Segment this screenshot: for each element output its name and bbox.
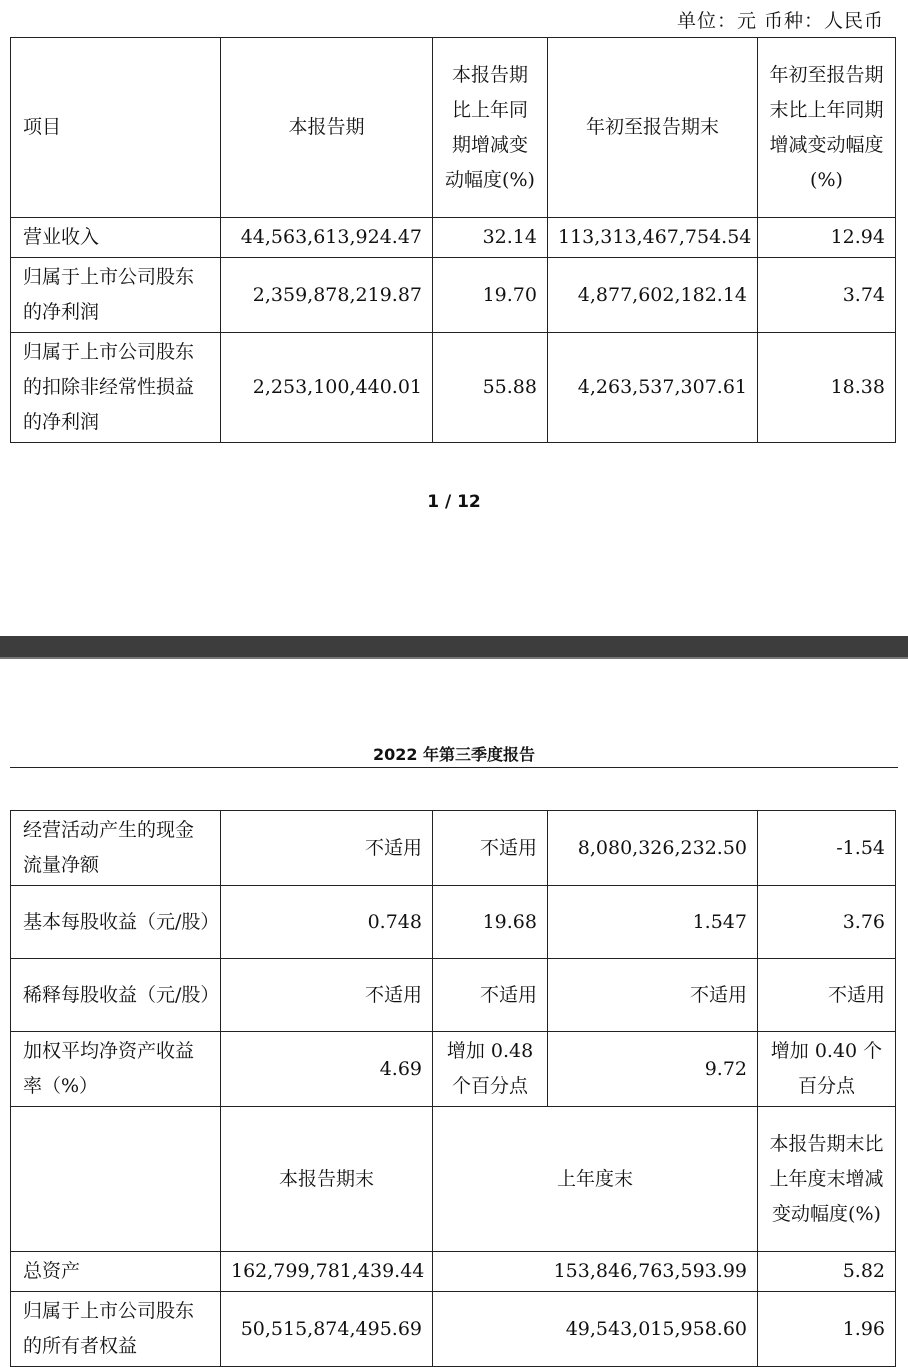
row-change: 1.96	[758, 1292, 896, 1367]
table-row	[11, 333, 896, 443]
header2-item	[11, 1107, 221, 1252]
header2-prior-year-end: 上年度末	[433, 1107, 758, 1252]
row-current-change: 55.88	[433, 333, 548, 443]
header-ytd: 年初至报告期末	[548, 38, 758, 218]
table-header-row	[11, 38, 896, 218]
header-item: 项目	[11, 38, 221, 218]
header-ytd-change: 年初至报告期末比上年同期增减变动幅度(%)	[758, 38, 896, 218]
row-item: 归属于上市公司股东的所有者权益	[11, 1292, 221, 1367]
row-current: 不适用	[221, 811, 433, 886]
header-rule	[10, 767, 898, 768]
header2-change: 本报告期末比上年度末增减变动幅度(%)	[758, 1107, 896, 1252]
row-ytd-change: 3.74	[758, 258, 896, 333]
row-change: 5.82	[758, 1252, 896, 1292]
row-current-change: 32.14	[433, 218, 548, 258]
row-item: 基本每股收益（元/股）	[11, 886, 221, 959]
table-row	[11, 218, 896, 258]
table-row	[11, 886, 896, 959]
table-row	[11, 258, 896, 333]
page-number: 1 / 12	[427, 492, 481, 512]
row-current: 2,253,100,440.01	[221, 333, 433, 443]
row-item: 加权平均净资产收益率（%）	[11, 1032, 221, 1107]
table-row	[11, 959, 896, 1032]
row-ytd-change: -1.54	[758, 811, 896, 886]
row-current-change: 不适用	[433, 959, 548, 1032]
row-current-change: 不适用	[433, 811, 548, 886]
row-ytd-change: 不适用	[758, 959, 896, 1032]
row-current-change: 19.70	[433, 258, 548, 333]
row-item: 归属于上市公司股东的净利润	[11, 258, 221, 333]
row-ytd: 4,263,537,307.61	[548, 333, 758, 443]
row-prior-year-end: 49,543,015,958.60	[433, 1292, 758, 1367]
row-period-end: 50,515,874,495.69	[221, 1292, 433, 1367]
table-row	[11, 1032, 896, 1107]
row-prior-year-end: 153,846,763,593.99	[433, 1252, 758, 1292]
header2-period-end: 本报告期末	[221, 1107, 433, 1252]
row-ytd: 113,313,467,754.54	[548, 218, 758, 258]
row-item: 营业收入	[11, 218, 221, 258]
header-current-period: 本报告期	[221, 38, 433, 218]
row-current: 不适用	[221, 959, 433, 1032]
row-ytd: 4,877,602,182.14	[548, 258, 758, 333]
financial-table-1	[10, 37, 896, 443]
row-ytd-change: 18.38	[758, 333, 896, 443]
row-item: 经营活动产生的现金流量净额	[11, 811, 221, 886]
page-break-shadow	[0, 657, 908, 659]
unit-currency-note: 单位：元 币种：人民币	[676, 10, 884, 32]
row-period-end: 162,799,781,439.44	[221, 1252, 433, 1292]
row-current: 44,563,613,924.47	[221, 218, 433, 258]
row-item: 归属于上市公司股东的扣除非经常性损益的净利润	[11, 333, 221, 443]
row-current: 2,359,878,219.87	[221, 258, 433, 333]
row-item: 稀释每股收益（元/股）	[11, 959, 221, 1032]
row-ytd-change: 12.94	[758, 218, 896, 258]
row-current-change: 增加 0.48 个百分点	[433, 1032, 548, 1107]
row-current: 4.69	[221, 1032, 433, 1107]
report-title: 2022 年第三季度报告	[372, 745, 536, 764]
financial-table-2	[10, 810, 896, 1367]
row-item: 总资产	[11, 1252, 221, 1292]
table-row	[11, 811, 896, 886]
table-header-row	[11, 1107, 896, 1252]
row-ytd: 8,080,326,232.50	[548, 811, 758, 886]
row-current: 0.748	[221, 886, 433, 959]
row-ytd-change: 增加 0.40 个百分点	[758, 1032, 896, 1107]
table-row	[11, 1292, 896, 1367]
row-current-change: 19.68	[433, 886, 548, 959]
row-ytd: 1.547	[548, 886, 758, 959]
row-ytd: 9.72	[548, 1032, 758, 1107]
row-ytd: 不适用	[548, 959, 758, 1032]
page-break-band	[0, 636, 908, 658]
table-row	[11, 1252, 896, 1292]
header-current-change: 本报告期比上年同期增减变动幅度(%)	[433, 38, 548, 218]
row-ytd-change: 3.76	[758, 886, 896, 959]
